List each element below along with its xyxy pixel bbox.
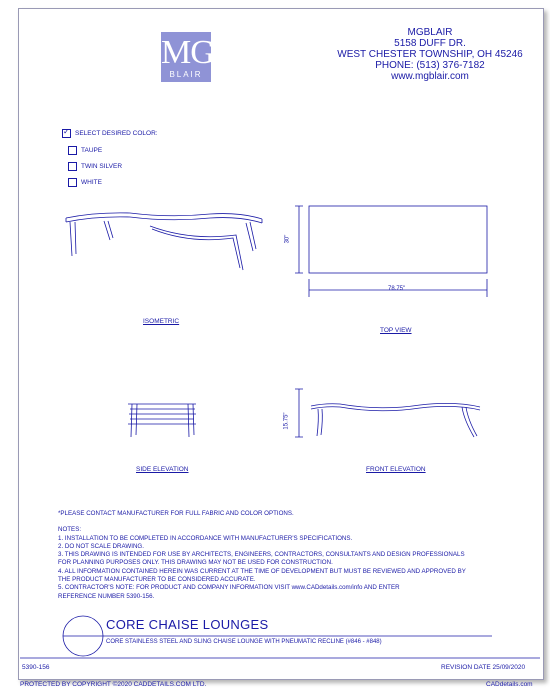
- title-block: [20, 616, 540, 658]
- color-option-label: TAUPE: [81, 147, 103, 154]
- caddetails-footer[interactable]: CADdetails.com: [486, 681, 533, 688]
- note-line: REFERENCE NUMBER 5390-156.: [58, 592, 155, 600]
- note-line: 5. CONTRACTOR'S NOTE: FOR PRODUCT AND COMPANY INFORMATION VISIT www.CADdetails.com/info AND ENTER: [58, 584, 400, 592]
- company-name: MGBLAIR: [407, 27, 453, 38]
- note-line: 2. DO NOT SCALE DRAWING.: [58, 542, 144, 550]
- logo-mg: MG: [161, 34, 214, 71]
- isometric-drawing: [66, 213, 262, 270]
- title-main: CORE CHAISE LOUNGES: [106, 617, 269, 632]
- dim-top-width: 78.75": [388, 286, 406, 292]
- dim-top-height: 30": [284, 234, 291, 244]
- label-front-elevation: FRONT ELEVATION: [366, 466, 426, 473]
- dim-front-height: 15.75": [283, 412, 290, 430]
- logo-blair: BLAIR: [169, 70, 203, 79]
- revision-date: REVISION DATE 25/09/2020: [441, 664, 526, 671]
- label-top-view: TOP VIEW: [380, 327, 412, 334]
- note-line: 3. THIS DRAWING IS INTENDED FOR USE BY ARCHITECTS, ENGINEERS, CONTRACTORS, CONSULTANTS AND DESIGN PROFESSIONALS: [58, 551, 465, 559]
- reference-number: 5390-156: [22, 664, 50, 671]
- note-line: 4. ALL INFORMATION CONTAINED HEREIN WAS CURRENT AT THE TIME OF DEVELOPMENT BUT MUST BE REVIEWED AND APPROVED BY: [58, 567, 466, 575]
- note-line: THE PRODUCT MANUFACTURER TO BE CONSIDERED ACCURATE.: [58, 576, 256, 584]
- label-side-elevation: SIDE ELEVATION: [136, 466, 189, 473]
- top-view-drawing: [295, 206, 487, 297]
- front-elevation-drawing: [295, 389, 480, 437]
- label-isometric: ISOMETRIC: [143, 318, 180, 325]
- company-phone: PHONE: (513) 376-7182: [375, 60, 485, 71]
- copyright-footer: PROTECTED BY COPYRIGHT ©2020 CADDETAILS.COM LTD.: [20, 681, 207, 688]
- contact-note: *PLEASE CONTACT MANUFACTURER FOR FULL FABRIC AND COLOR OPTIONS.: [58, 510, 294, 517]
- color-heading: SELECT DESIRED COLOR:: [75, 130, 158, 137]
- color-option-label: TWIN SILVER: [81, 163, 123, 170]
- company-address2: WEST CHESTER TOWNSHIP, OH 45246: [337, 49, 523, 60]
- note-line: FOR PLANNING PURPOSES ONLY. THIS DRAWING MAY NOT BE USED FOR CONSTRUCTION.: [58, 559, 333, 567]
- company-address1: 5158 DUFF DR.: [394, 38, 466, 49]
- company-web[interactable]: www.mgblair.com: [391, 71, 469, 82]
- notes-heading: NOTES:: [58, 526, 82, 534]
- note-line: 1. INSTALLATION TO BE COMPLETED IN ACCORDANCE WITH MANUFACTURER'S SPECIFICATIONS.: [58, 534, 353, 542]
- color-option-label: WHITE: [81, 179, 102, 186]
- title-sub: CORE STAINLESS STEEL AND SLING CHAISE LOUNGE WITH PNEUMATIC RECLINE (#846 - #848): [106, 639, 382, 645]
- side-elevation-drawing: [128, 404, 196, 437]
- notes-block: [58, 510, 466, 601]
